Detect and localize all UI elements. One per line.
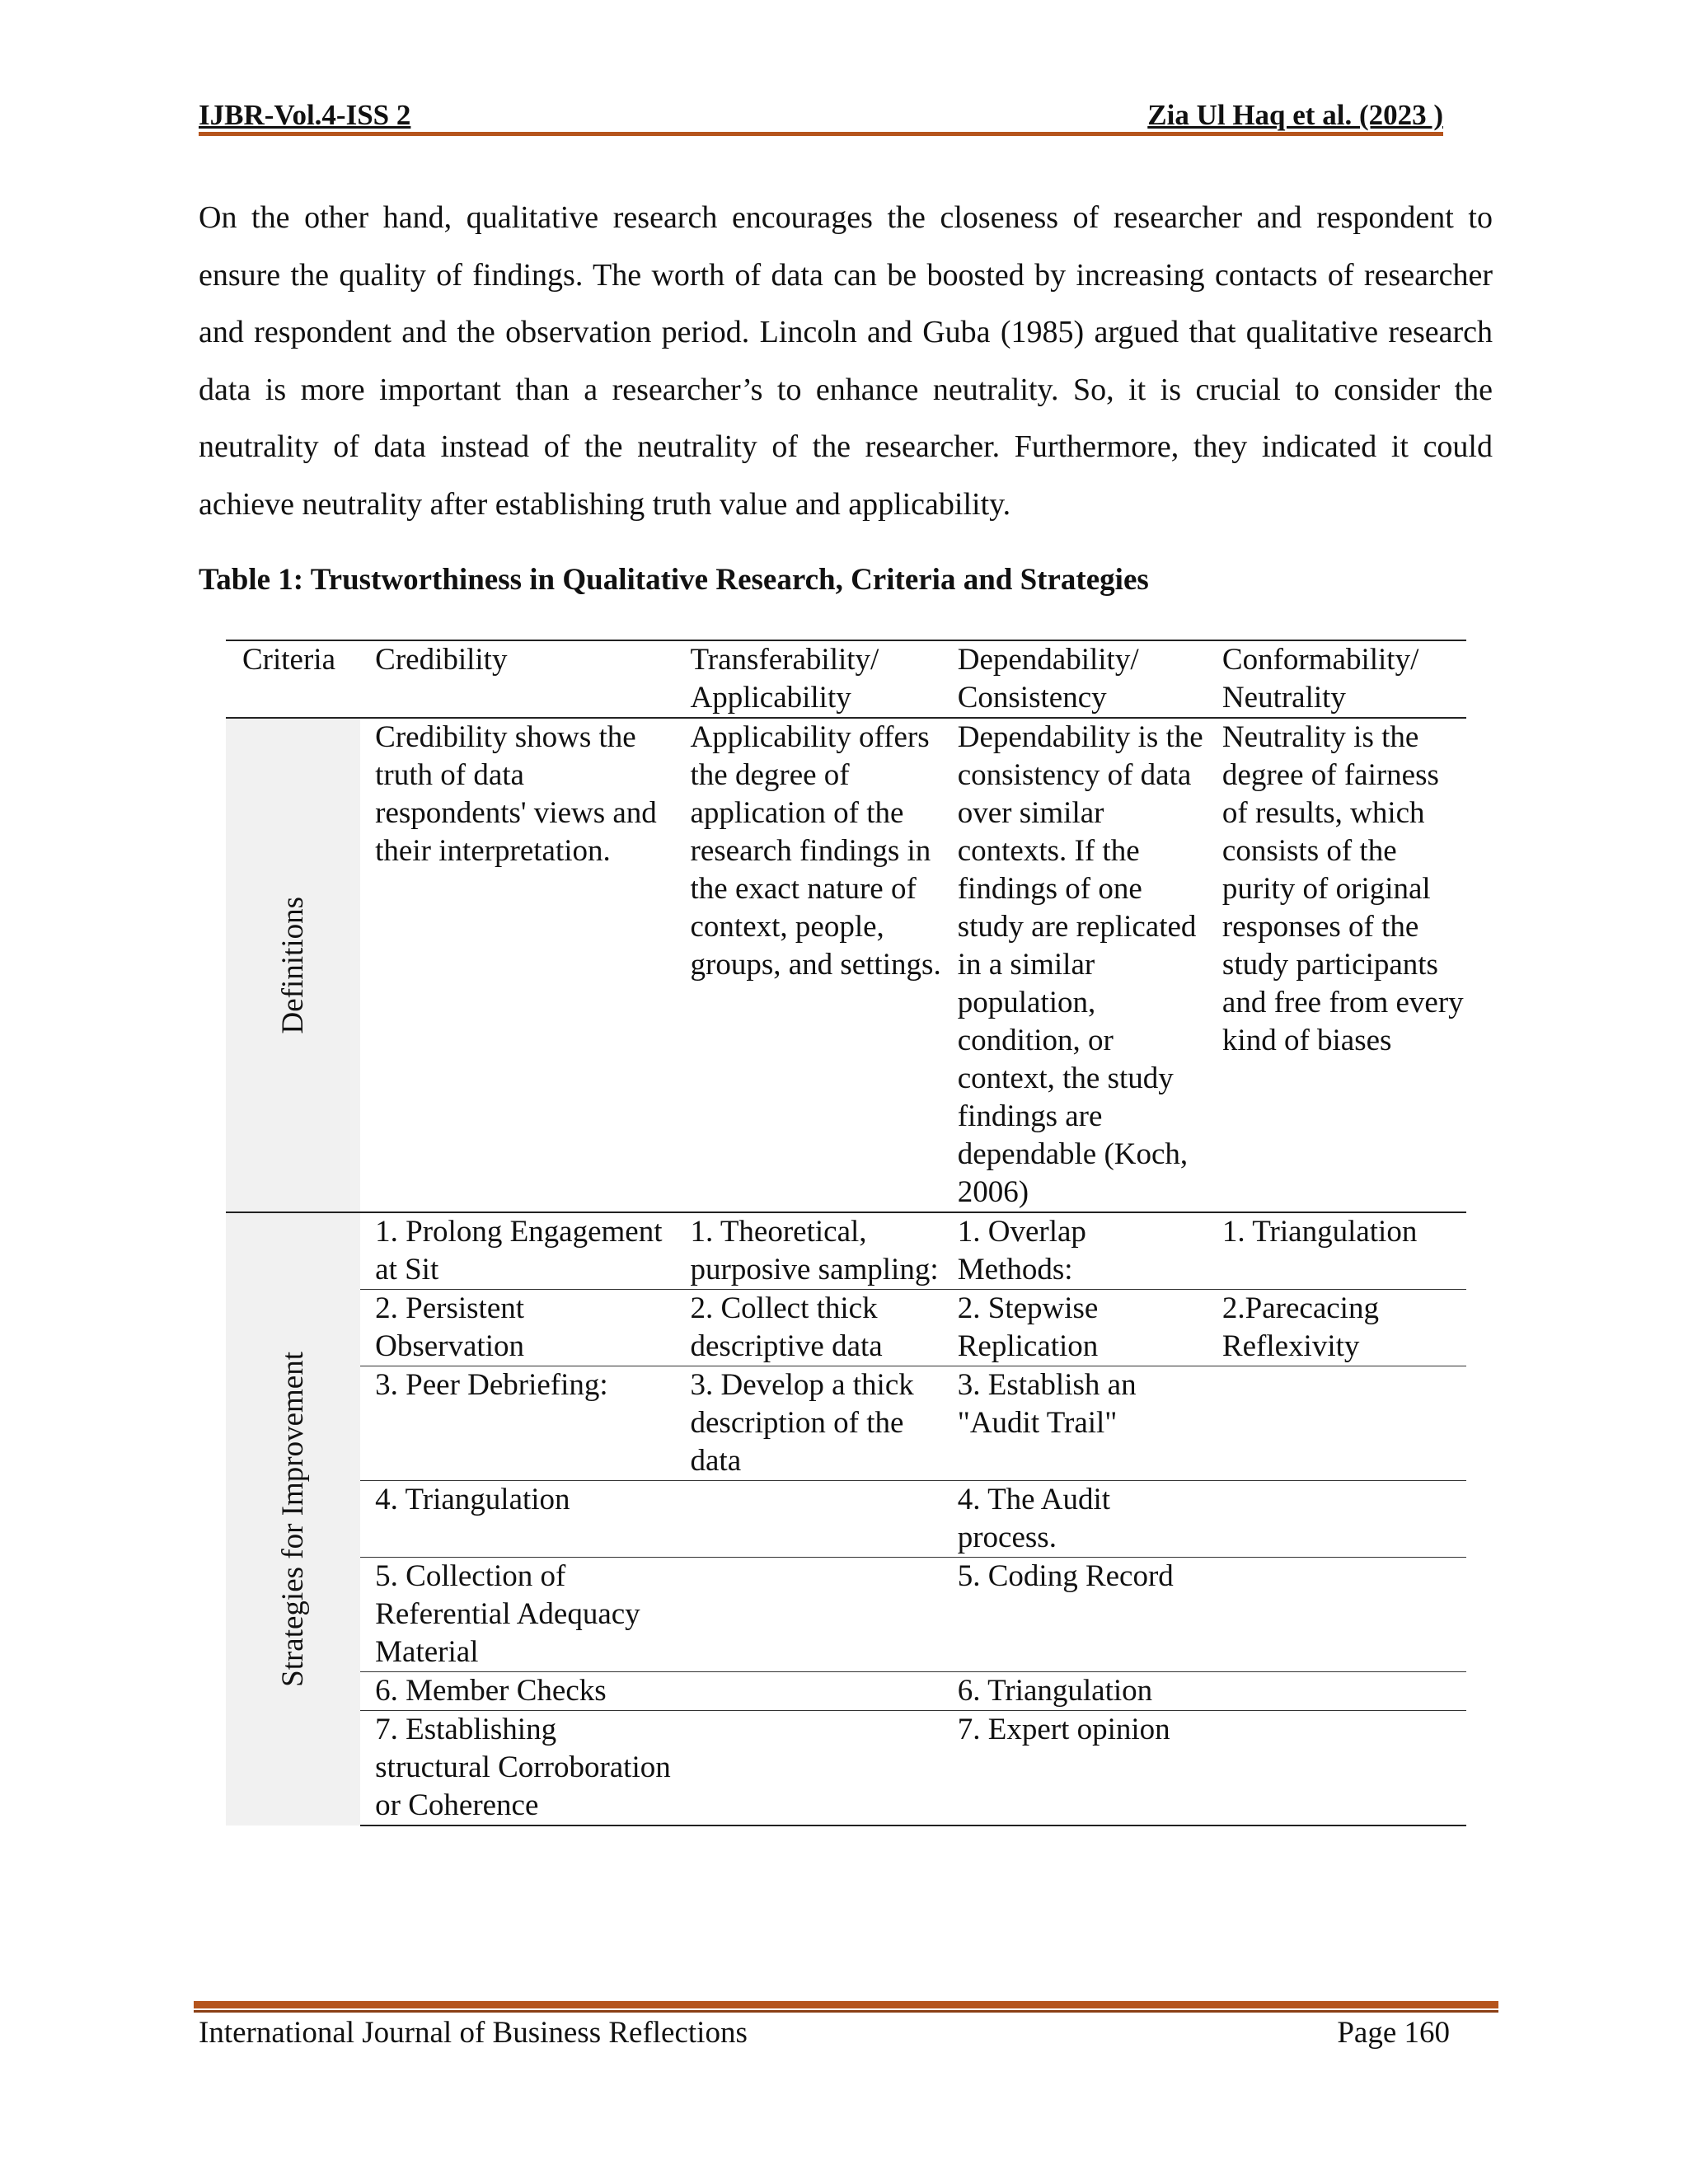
header-rule	[199, 132, 1443, 136]
definition-dependability: Dependability is the consistency of data over similar contexts. If the findings of one study are replicated in a similar population, condition, or context, the study findings are dependable (Koch, 2006)	[943, 718, 1207, 1212]
strategy-cell	[1207, 1481, 1466, 1558]
strategy-row	[226, 1672, 1466, 1711]
strategy-cell: 4. Triangulation	[360, 1481, 675, 1558]
strategy-row	[226, 1481, 1466, 1558]
strategy-cell: 1. Overlap Methods:	[943, 1212, 1207, 1290]
strategy-cell: 3. Establish an "Audit Trail"	[943, 1366, 1207, 1481]
strategy-cell: 6. Triangulation	[943, 1672, 1207, 1711]
header-cell-criteria: Criteria	[226, 640, 360, 718]
strategy-row	[226, 1558, 1466, 1672]
strategy-row	[226, 1212, 1466, 1290]
strategy-cell: 1. Theoretical, purposive sampling:	[676, 1212, 943, 1290]
strategy-cell: 1. Triangulation	[1207, 1212, 1466, 1290]
strategy-cell: 3. Develop a thick description of the data	[676, 1366, 943, 1481]
strategy-cell	[1207, 1672, 1466, 1711]
strategy-row	[226, 1290, 1466, 1366]
strategies-label: Strategies for Improvement	[275, 1352, 310, 1687]
strategy-cell: 3. Peer Debriefing:	[360, 1366, 675, 1481]
strategy-cell: 7. Expert opinion	[943, 1711, 1207, 1826]
strategy-cell	[676, 1558, 943, 1672]
header-cell-transferability: Transferability/ Applicability	[676, 640, 943, 718]
strategy-cell	[676, 1711, 943, 1826]
strategy-cell: 2. Collect thick descriptive data	[676, 1290, 943, 1366]
definition-applicability: Applicability offers the degree of application of the research findings in the exact nature of context, people, groups, and settings.	[676, 718, 943, 1212]
strategy-cell: 6. Member Checks	[360, 1672, 675, 1711]
author-year-label: Zia Ul Haq et al. (2023 )	[1147, 99, 1443, 131]
journal-volume-label: IJBR-Vol.4-ISS 2	[199, 99, 411, 131]
strategy-cell	[676, 1672, 943, 1711]
definitions-label: Definitions	[275, 896, 310, 1034]
header-cell-dependability: Dependability/ Consistency	[943, 640, 1207, 718]
footer-rule	[194, 2001, 1498, 2008]
strategy-cell: 5. Coding Record	[943, 1558, 1207, 1672]
table-header-row	[226, 640, 1466, 718]
strategy-cell: 4. The Audit process.	[943, 1481, 1207, 1558]
strategy-cell: 2.Parecacing Reflexivity	[1207, 1290, 1466, 1366]
trustworthiness-table	[226, 640, 1466, 1826]
definition-credibility: Credibility shows the truth of data respondents' views and their interpretation.	[360, 718, 675, 1212]
strategy-row	[226, 1711, 1466, 1826]
strategy-cell	[676, 1481, 943, 1558]
strategy-cell: 7. Establishing structural Corroboration or Coherence	[360, 1711, 675, 1826]
page-number: Page 160	[1337, 2016, 1450, 2050]
definitions-row	[226, 718, 1466, 1212]
journal-name: International Journal of Business Reflections	[199, 2016, 748, 2050]
definitions-side-label	[226, 718, 360, 1212]
strategy-cell	[1207, 1558, 1466, 1672]
strategy-cell: 1. Prolong Engagement at Sit	[360, 1212, 675, 1290]
strategy-cell	[1207, 1366, 1466, 1481]
header-cell-conformability: Conformability/ Neutrality	[1207, 640, 1466, 718]
strategy-row	[226, 1366, 1466, 1481]
header-cell-credibility: Credibility	[360, 640, 675, 718]
strategies-side-label	[226, 1212, 360, 1825]
table-caption: Table 1: Trustworthiness in Qualitative Research, Criteria and Strategies	[199, 563, 1149, 597]
strategy-cell	[1207, 1711, 1466, 1826]
strategy-cell: 5. Collection of Referential Adequacy Material	[360, 1558, 675, 1672]
body-paragraph: On the other hand, qualitative research encourages the closeness of researcher and respondent to ensure the quality of findings. The worth of data can be boosted by increasing contacts of researcher and respondent and the observation period. Lincoln and Guba (1985) argued that qualitative research data is more important than a researcher’s to enhance neutrality. So, it is crucial to consider the neutrality of data instead of the neutrality of the researcher. Furthermore, they indicated it could achieve neutrality after establishing truth value and applicability.	[199, 200, 1493, 522]
strategy-cell: 2. Persistent Observation	[360, 1290, 675, 1366]
definition-neutrality: Neutrality is the degree of fairness of results, which consists of the purity of original responses of the study participants and free from every kind of biases	[1207, 718, 1466, 1212]
strategy-cell: 2. Stepwise Replication	[943, 1290, 1207, 1366]
